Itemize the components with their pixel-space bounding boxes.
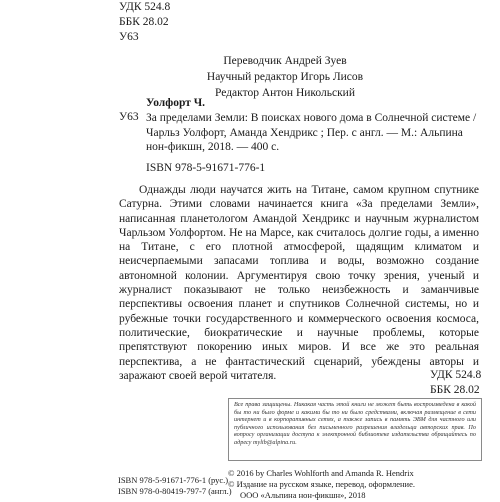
science-editor-credit: Научный редактор Игорь Лисов: [206, 71, 364, 83]
rights-notice-box: [228, 398, 482, 461]
footer-udk: УДК 524.8: [430, 369, 482, 381]
copyright-publisher: ООО «Альпина нон-фикшн», 2018: [240, 490, 366, 501]
rights-notice: Все права защищены. Никакая часть этой книги не может быть воспроизведена в какой бы то ни было форме и какими бы то ни было средствами, включая размещение в сети интернет и в корпоративных сетях, а также запись в память ЭВМ для частного или публичного использования без письменного разрешения владельца авторских прав. По вопросу организации доступа к электронной библиотеке издательства обращайтесь по адресу mylib@alpina.ru.: [234, 401, 476, 446]
translator-credit: Переводчик Андрей Зуев: [223, 55, 347, 67]
footer-bbk: ББК 28.02: [430, 383, 480, 396]
bbk-code: ББК 28.02: [119, 16, 169, 28]
editor-credit: Редактор Антон Никольский: [215, 87, 355, 99]
credits: [0, 53, 500, 101]
catalog-author-mark: У63: [119, 111, 139, 123]
udk-code: УДК 524.8: [119, 1, 171, 13]
header-codes: [119, 0, 170, 45]
catalog-isbn: ISBN 978-5-91671-776-1: [146, 162, 266, 174]
copyright-original: © 2016 by Charles Wohlforth and Amanda R. Hendrix: [228, 468, 414, 478]
catalog-description: [146, 111, 486, 155]
copyright-russian-edition: © Издание на русском языке, перевод, оформление.: [228, 479, 416, 490]
footer-codes: [430, 368, 481, 397]
author-mark: У63: [119, 31, 139, 43]
abstract-text: Однажды люди научатся жить на Титане, самом крупном спутнике Сатурна. Этими словами начинается книга «За пределами Земли», написанная планетологом Амандой Хендрикс и научным журналистом Чарльзом Уолфортом. Не на Марсе, как считалось долгие годы, а именно на Титане, с его плотной атмосферой, щадящим климатом и неисчерпаемыми запасами топлива и воды, возможно создание автономной колонии. Аргументируя свою точку зрения, ученый и журналист показывают не только неизбежность и заманчивые перспективы освоения планет и спутников Солнечной системы, но и рубежные точки государственного и коммерческого освоения космоса, политические, биократические и научные проблемы, которые препятствуют покорению иных миров. И все же это реальная перспектива, а не фантастический сценарий, убеждены авторы и заражают своей верой читателя.: [119, 184, 479, 382]
catalog-author-heading: Уолфорт Ч.: [146, 97, 206, 109]
isbn-eng: ISBN 978-0-80419-797-7 (англ.): [118, 486, 232, 497]
isbn-rus: ISBN 978-5-91671-776-1 (рус.): [118, 475, 229, 485]
isbn-list: [118, 475, 232, 497]
abstract: [119, 183, 482, 383]
catalog-description-text: За пределами Земли: В поисках нового дома в Солнечной системе / Чарльз Уолфорт, Аманда Хендрикс ; Пер. с англ. — М.: Альпина нон-фикшн, 2018. — 400 с.: [146, 112, 477, 153]
copyrights: [228, 468, 415, 502]
